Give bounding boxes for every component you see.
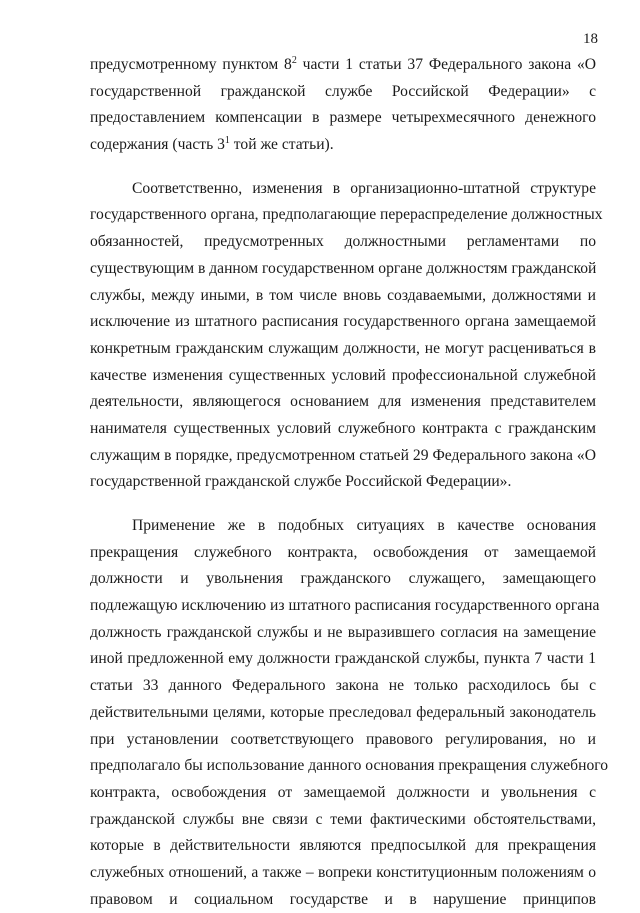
- text-line: [90, 443, 596, 470]
- text-line: [90, 416, 596, 443]
- line-text: гражданской службы вне связи с теми фактическими обстоятельствами,: [90, 810, 596, 828]
- text-line: [90, 283, 596, 310]
- paragraph: [90, 52, 596, 159]
- line-text: должности и увольнения гражданского служащего, замещающего: [90, 570, 596, 588]
- text-line: [90, 860, 596, 887]
- text-line: [90, 79, 596, 106]
- text-line: [90, 753, 609, 780]
- line-text: государственной гражданской службе Российской Федерации» с: [90, 82, 596, 100]
- line-text: предполагало бы использование данного основания прекращения служебного: [90, 757, 609, 775]
- text-line: [90, 202, 603, 229]
- line-text: Применение же в подобных ситуациях в качестве основания: [132, 517, 596, 534]
- text-line: [90, 309, 596, 336]
- text-line: [90, 700, 596, 727]
- text-line: [90, 469, 596, 496]
- line-text: предоставлением компенсации в размере четырехмесячного денежного: [90, 109, 596, 127]
- text-line: [90, 105, 596, 132]
- line-text: иной предложенной ему должности гражданской службы, пункта 7 части 1: [90, 650, 596, 668]
- line-text: службы, между иными, в том числе вновь создаваемыми, должностями и: [90, 286, 596, 304]
- line-text: действительными целями, которые преследовал федеральный законодатель: [90, 703, 596, 721]
- superscript: 1: [224, 135, 230, 147]
- text-line: [90, 780, 596, 807]
- paragraph-gap: [90, 159, 596, 176]
- line-text: контракта, освобождения от замещаемой должности и увольнения с: [90, 783, 596, 801]
- body-text: [90, 52, 609, 913]
- line-text: Соответственно, изменения в организационно-штатной структуре: [132, 179, 596, 197]
- line-text: существующим в данном государственном органе должностям гражданской: [90, 259, 597, 277]
- line-text: деятельности, являющегося основанием для изменения представителем: [90, 393, 596, 411]
- superscript: 2: [291, 55, 297, 66]
- text-line: [90, 256, 596, 283]
- text-line: [90, 833, 596, 860]
- text-line: [90, 887, 596, 913]
- paragraph: [90, 513, 609, 913]
- line-text-tail: той же статьи).: [229, 136, 334, 154]
- text-line: [90, 566, 596, 593]
- line-text: при установлении соответствующего правового регулирования, но и: [90, 730, 596, 748]
- line-text: предусмотренному пунктом 8: [90, 56, 292, 73]
- line-text: статьи 33 данного Федерального закона не только расходилось бы с: [90, 677, 596, 695]
- text-line: [90, 363, 596, 390]
- text-line: [90, 52, 596, 79]
- line-text: нанимателя существенных условий служебного контракта с гражданским: [90, 419, 596, 437]
- line-text: государственного органа, предполагающие перераспределение должностных: [90, 206, 603, 224]
- line-text: правовом и социальном государстве и в нарушение принципов: [90, 890, 596, 908]
- text-line: [90, 646, 596, 673]
- line-text: исключение из штатного расписания государственного органа замещаемой: [90, 313, 596, 331]
- line-text: должность гражданской службы и не выразившего согласия на замещение: [90, 623, 596, 641]
- paragraph-gap: [90, 496, 596, 513]
- text-line: [90, 176, 596, 203]
- line-text: качестве изменения существенных условий профессиональной служебной: [90, 366, 596, 384]
- line-text: обязанностей, предусмотренных должностными регламентами по: [90, 233, 596, 251]
- line-text-tail: части 1 статьи 37 Федерального закона «О: [296, 56, 597, 73]
- text-line: [90, 807, 596, 834]
- text-line: [90, 620, 596, 647]
- text-line: [90, 389, 596, 416]
- line-text: служебных отношений, а также – вопреки конституционным положениям о: [90, 863, 596, 881]
- text-line: [90, 132, 596, 159]
- line-text: служащим в порядке, предусмотренном статьей 29 Федерального закона «О: [90, 446, 596, 464]
- line-text: конкретным гражданским служащим должности, не могут расцениваться в: [90, 339, 596, 357]
- text-line: [90, 673, 596, 700]
- text-line: [90, 593, 600, 620]
- line-text: подлежащую исключению из штатного расписания государственного органа: [90, 597, 600, 615]
- paragraph: [90, 176, 603, 496]
- line-text: прекращения служебного контракта, освобождения от замещаемой: [90, 543, 596, 561]
- text-line: [90, 229, 596, 256]
- text-line: [90, 336, 596, 363]
- text-line: [90, 727, 596, 754]
- line-text: которые в действительности являются предпосылкой для прекращения: [90, 837, 596, 855]
- text-line: [90, 540, 596, 567]
- text-line: [90, 513, 596, 540]
- line-text: содержания (часть 3: [90, 136, 225, 154]
- page-number: 18: [583, 31, 598, 47]
- line-text: государственной гражданской службе Российской Федерации».: [90, 473, 512, 491]
